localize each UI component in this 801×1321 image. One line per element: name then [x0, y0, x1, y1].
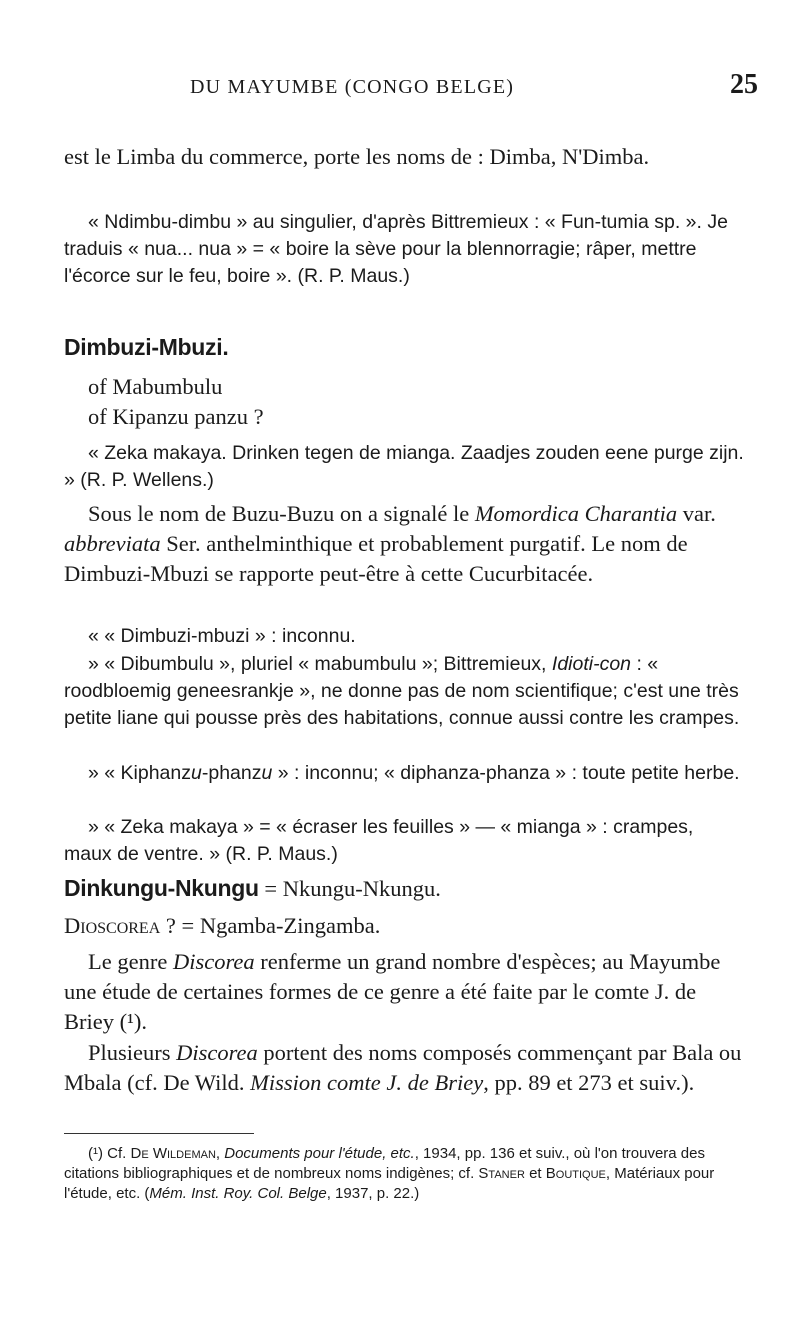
- paragraph-plusieurs-discorea: Plusieurs Discorea portent des noms composés commençant par Bala ou Mbala (cf. De Wild. Mission comte J. de Briey, pp. 89 et 273 et suiv.).: [64, 1040, 742, 1095]
- paragraph-buzu-buzu: Sous le nom de Buzu-Buzu on a signalé le Momordica Charantia var. abbreviata Ser. anthelminthique et probablement purgatif. Le nom de Dimbuzi-Mbuzi se rapporte peut-être à cette Cucurbitacée.: [64, 501, 716, 586]
- synonym-mabumbulu: of Mabumbulu: [88, 374, 223, 399]
- paragraph-zeka-makaya: « Zeka makaya. Drinken tegen de mianga. Zaadjes zouden eene purge zijn. » (R. P. Wellens.): [64, 442, 744, 491]
- page-number: 25: [730, 69, 758, 100]
- taxon-momordica: Momordica Charantia: [474, 501, 678, 526]
- synonym-kipanzu: of Kipanzu panzu ?: [88, 404, 264, 429]
- heading-dimbuzi-mbuzi: Dimbuzi-Mbuzi.: [64, 334, 229, 360]
- heading-dinkungu: Dinkungu-Nkungu = Nkungu-Nkungu.: [64, 875, 441, 901]
- footnote-divider: [64, 1133, 254, 1134]
- footnote: (¹) Cf. De Wildeman, Documents pour l'étude, etc., 1934, pp. 136 et suiv., où l'on trouvera des citations bibliographiques et de nombreux noms indigènes; cf. Staner et Boutique, Matériaux pour l'étude, etc. (Mém. Inst. Roy. Col. Belge, 1937, p. 22.): [64, 1145, 715, 1202]
- taxon-abbreviata: abbreviata: [64, 531, 161, 556]
- paragraph-dibumbulu: » « Dibumbulu », pluriel « mabumbulu »; Bittremieux, Idioti-con : « roodbloemig geneesrankje », ne donne pas de nom scientifique; c'est une très petite liane qui pousse près des habitations, connue aussi contre les crampes.: [64, 653, 740, 729]
- paragraph-kiphanzu: » « Kiphanzu-phanzu » : inconnu; « diphanza-phanza » : toute petite herbe.: [88, 762, 740, 784]
- title-idioticon: Idioti-con: [551, 653, 632, 675]
- paragraph-dimbuzi-inconnu: « « Dimbuzi-mbuzi » : inconnu.: [88, 625, 356, 647]
- running-title: DU MAYUMBE (CONGO BELGE): [190, 76, 515, 98]
- paragraph-limba: est le Limba du commerce, porte les noms de : Dimba, N'Dimba.: [64, 144, 650, 169]
- paragraph-discorea-genre: Le genre Discorea renferme un grand nombre d'espèces; au Mayumbe une étude de certaines formes de ce genre a été faite par le comte J. de Briey (¹).: [64, 949, 721, 1034]
- paragraph-ndimbu: « Ndimbu-dimbu » au singulier, d'après Bittremieux : « Fun-tumia sp. ». Je traduis « nua... nua » = « boire la sève pour la blennorragie; râper, mettre l'écorce sur le feu, boire ». (R. P. Maus.): [64, 211, 728, 287]
- paragraph-zeka-crampes: » « Zeka makaya » = « écraser les feuilles » — « mianga » : crampes, maux de ventre. » (R. P. Maus.): [64, 816, 694, 865]
- heading-dioscorea: Dioscorea ? = Ngamba-Zingamba.: [64, 913, 381, 938]
- page-header: [0, 66, 801, 106]
